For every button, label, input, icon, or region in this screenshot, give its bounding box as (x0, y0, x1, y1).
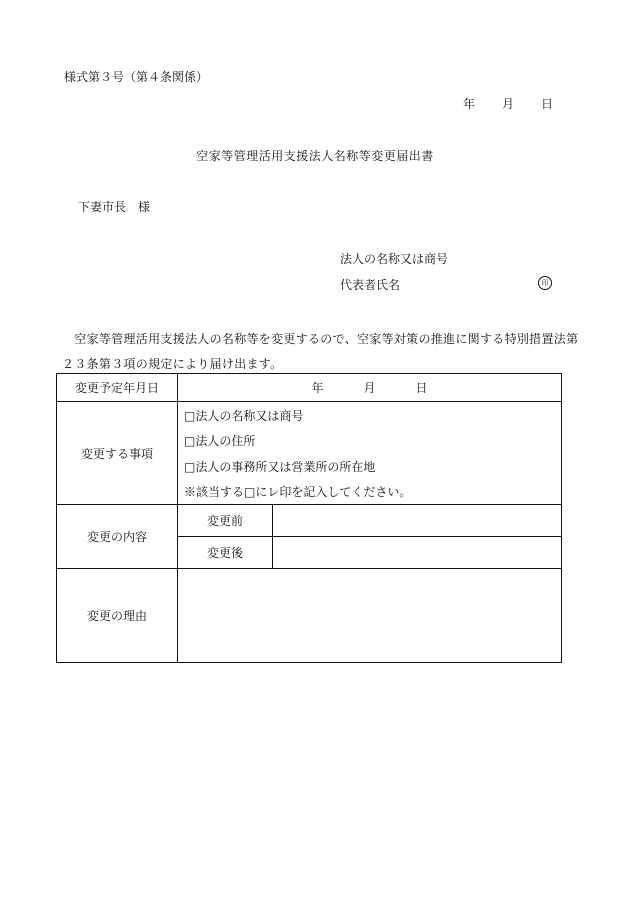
body-paragraph: 空家等管理活用支援法人の名称等を変更するので、空家等対策の推進に関する特別措置法第２３条第３項の規定により届け出ます。 (62, 332, 579, 371)
scheduled-year: 年 (311, 381, 324, 395)
submission-date (463, 95, 553, 112)
reason-value-field[interactable] (178, 569, 561, 662)
content-label: 変更の内容 (86, 530, 147, 544)
document-title: 空家等管理活用支援法人名称等変更届出書 (196, 149, 434, 163)
addressee: 下妻市長 様 (78, 200, 151, 214)
after-label: 変更後 (206, 546, 243, 560)
representative-label: 代表者氏名 (340, 278, 401, 292)
items-note: ※該当する□にレ印を記入してください。 (184, 485, 412, 499)
items-label: 変更する事項 (80, 446, 153, 461)
before-value-field[interactable] (273, 505, 561, 536)
form-number: 様式第３号（第４条関係） (64, 70, 209, 84)
scheduled-day: 日 (415, 381, 428, 395)
seal-mark: 印 (538, 276, 552, 290)
scheduled-date-label: 変更予定年月日 (74, 381, 159, 395)
scheduled-month: 月 (363, 381, 376, 395)
corp-name-label: 法人の名称又は商号 (340, 252, 449, 266)
change-notification-table (56, 373, 562, 663)
date-year: 年 (463, 97, 476, 111)
after-value-field[interactable] (273, 537, 561, 568)
date-day: 日 (541, 97, 554, 111)
item-checkbox-corp-address[interactable]: □法人の住所 (184, 434, 256, 448)
before-label: 変更前 (206, 514, 243, 528)
item-checkbox-corp-name[interactable]: □法人の名称又は商号 (184, 409, 304, 423)
scheduled-date-value (178, 374, 561, 401)
item-checkbox-office-location[interactable]: □法人の事務所又は営業所の所在地 (184, 460, 376, 474)
reason-label: 変更の理由 (86, 609, 147, 623)
date-month: 月 (502, 97, 515, 111)
